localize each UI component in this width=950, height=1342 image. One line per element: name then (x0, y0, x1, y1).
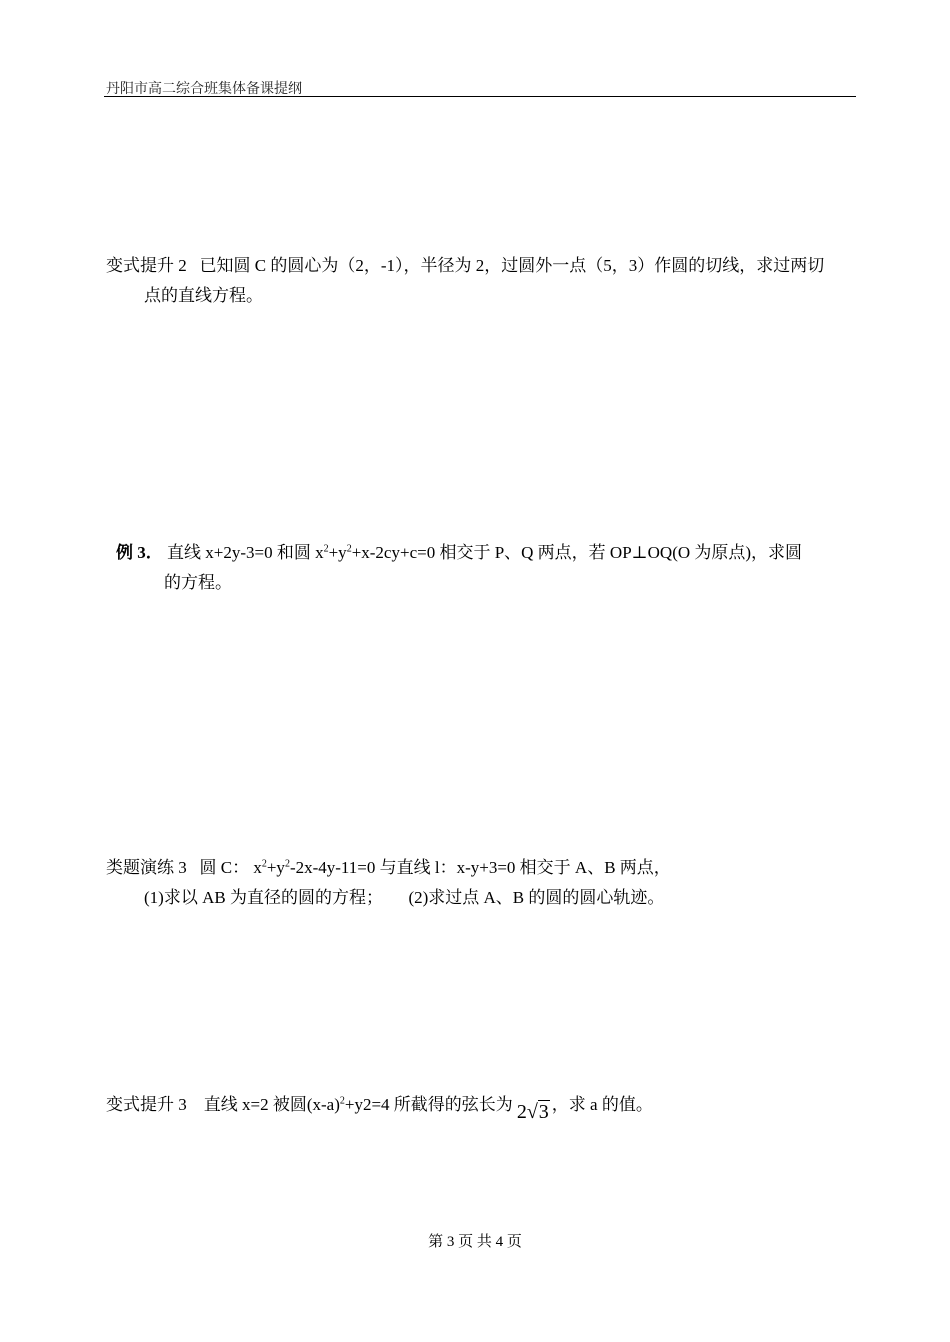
problem-text-seg3: -2x-4y-11=0 与直线 l：x-y+3=0 相交于 A、B 两点， (289, 858, 671, 877)
sqrt-expression (517, 1097, 550, 1127)
problem-variant-2 (106, 251, 858, 311)
page-footer: 第 3 页 共 4 页 (428, 1234, 522, 1250)
subpart-1: (1)求以 AB 为直径的圆的方程； (144, 888, 383, 907)
document-header: 丹阳市高二综合班集体备课提纲 (106, 82, 302, 97)
header-divider (104, 96, 856, 97)
problem-line-1 (106, 1089, 858, 1123)
sqrt-coefficient: 2 (516, 1101, 527, 1123)
problem-line-1 (116, 538, 858, 568)
exponent: 2 (261, 858, 267, 870)
exponent: 2 (284, 858, 290, 870)
radicand: 3 (538, 1101, 549, 1123)
exponent: 2 (346, 543, 352, 555)
problem-subparts (106, 883, 858, 913)
problem-text-seg3: +x-2cy+c=0 相交于 P、Q 两点，若 OP⊥OQ(O 为原点)，求圆 (351, 543, 803, 562)
problem-text-continued: 点的直线方程。 (144, 286, 263, 305)
radical-sign: √ (526, 1101, 538, 1123)
problem-label: 类题演练 3 (106, 858, 187, 877)
problem-text-seg1: 直线 x=2 被圆(x-a) (203, 1095, 340, 1114)
problem-text: 已知圆 C 的圆心为（2，-1），半径为 2，过圆外一点（5，3）作圆的切线，求过两切 (199, 256, 825, 275)
exponent: 2 (339, 1095, 345, 1107)
problem-line-1 (106, 853, 858, 883)
problem-label: 例 3． (116, 543, 163, 562)
problem-label: 变式提升 2 (106, 256, 187, 275)
subpart-2: (2)求过点 A、B 的圆的圆心轨迹。 (408, 888, 665, 907)
problem-text-seg2: +y2=4 所截得的弦长为 (344, 1095, 513, 1114)
problem-text-seg2: +y (266, 858, 285, 877)
problem-example-3 (116, 538, 858, 598)
problem-text-continued: 的方程。 (164, 573, 232, 592)
problem-variant-3 (106, 1089, 858, 1123)
problem-practice-3 (106, 853, 858, 913)
problem-line-1 (106, 251, 858, 281)
problem-text-seg3: ，求 a 的值。 (551, 1095, 653, 1114)
exponent: 2 (323, 543, 329, 555)
problem-text-seg2: +y (328, 543, 347, 562)
problem-text-seg1: 直线 x+2y-3=0 和圆 x (167, 543, 324, 562)
problem-text-seg1: 圆 C： x (199, 858, 262, 877)
problem-label: 变式提升 3 (106, 1095, 187, 1114)
